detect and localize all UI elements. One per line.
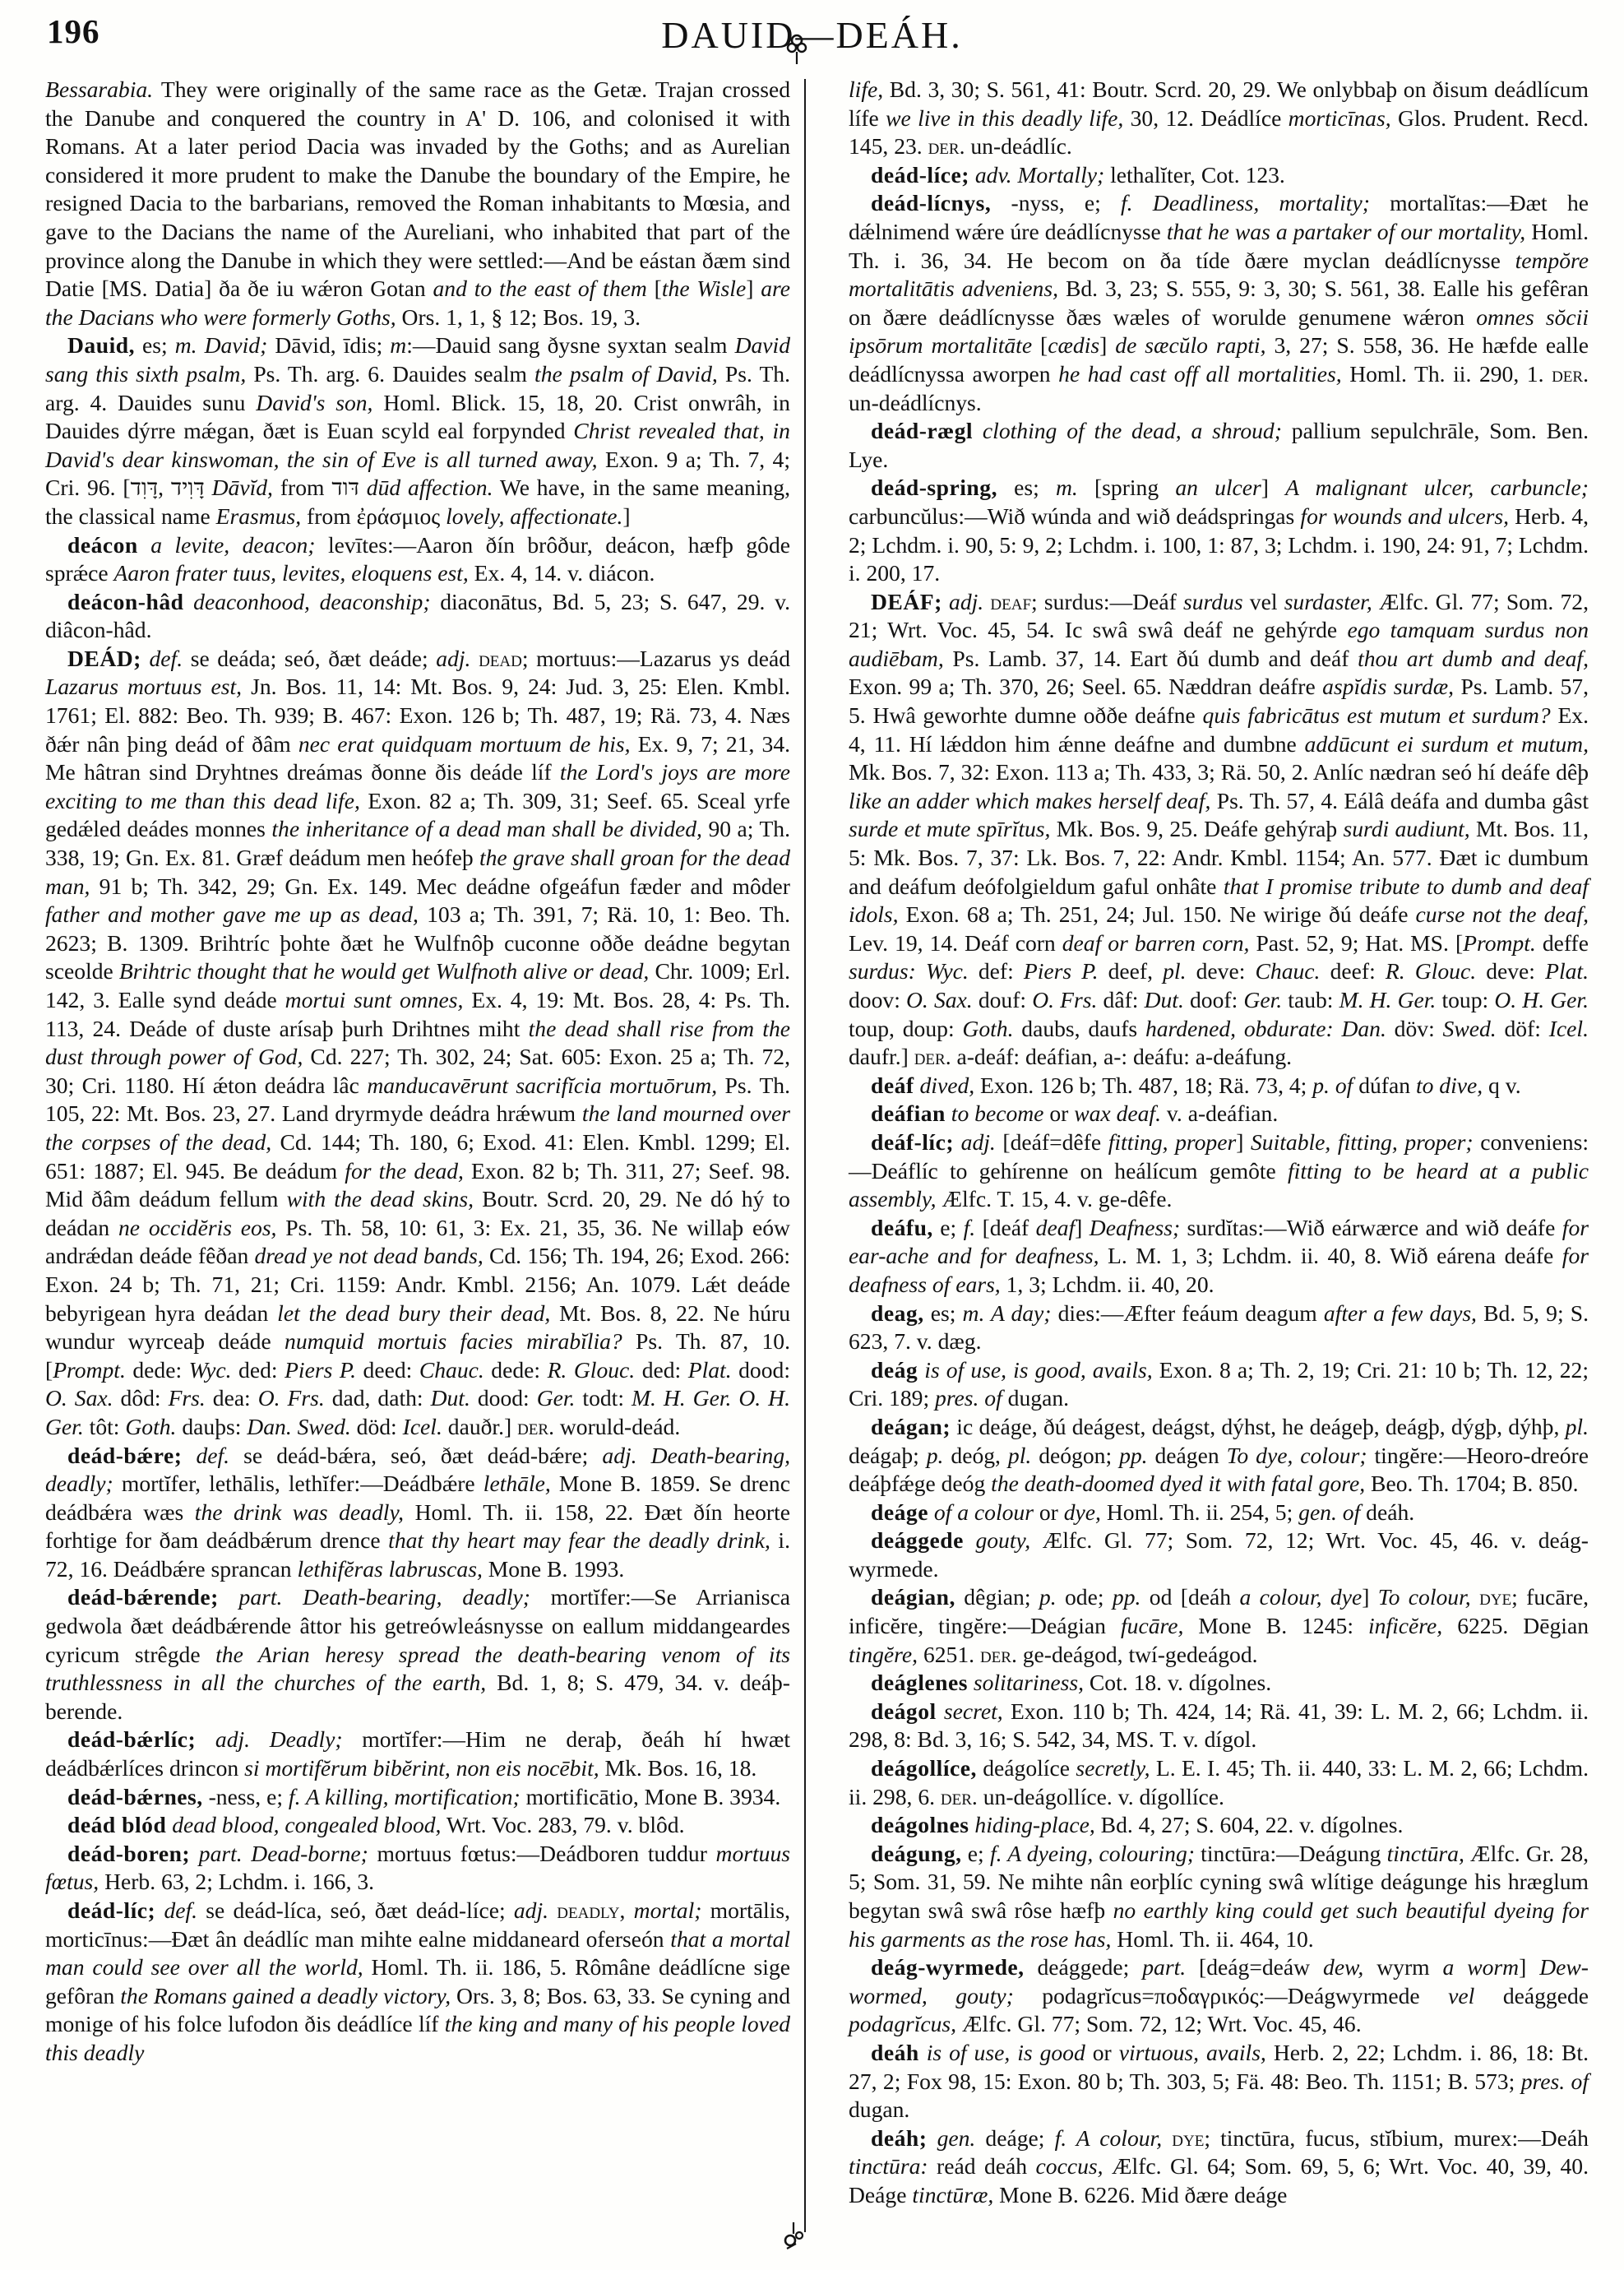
dictionary-entry: deád-lícnys, -nyss, e; f. Deadliness, mortality; mortalĭtas:—Ðæt he dǽlnimend wǽre úre deádlícnysse that he was a partaker of our mortality, Homl. Th. i. 36, 34. He becom on ða tíde ðære myclan deádlícnysse tempŏre mortalitātis adveniens, Bd. 3, 23; S. 555, 9: 3, 30; S. 561, 38. Ealle his gefêran on ðære deádlícnysse ðæs wæles of worulde genumene wǽron omnes sŏcii ipsōrum mortalitāte [cædis] de sæcŭlo rapti, 3, 27; S. 558, 36. He hæfde ealle deádlícnyssa aworpen he had cast off all mortalities, Homl. Th. ii. 290, 1. der. un-deádlícnys. — [849, 190, 1589, 415]
dictionary-entry: deáf dived, Exon. 126 b; Th. 487, 18; Rä. 73, 4; p. of dúfan to dive, q v. — [871, 1072, 1521, 1098]
dictionary-entry: deag, es; m. A day; dies:—Æfter feáum deagum after a few days, Bd. 5, 9; S. 623, 7. v. dæg. — [849, 1299, 1589, 1355]
printer-mark-bottom-icon — [780, 2222, 807, 2258]
dictionary-entry: life, Bd. 3, 30; S. 561, 41: Boutr. Scrd. 20, 29. We onlybbaþ on ðisum deádlícum lífe we live in this deadly life, 30, 12. Deádlíce morticīnas, Glos. Prudent. Recd. 145, 23. der. un-deádlíc. — [849, 76, 1589, 160]
page-number: 196 — [47, 12, 100, 50]
dictionary-entry: deád-bǽre; def. se deád-bǽra, seó, ðæt deád-bǽre; adj. Death-bearing, deadly; mortĭfer, lethālis, lethĭfer:—Deádbǽre lethāle, Mone B. 1859. Se drenc deádbǽra wæs the drink was deadly, Homl. Th. ii. 158, 22. Ðæt ðín heorte forhtige for ðam deádbǽrum drence that thy heart may fear the deadly drink, i. 72, 16. Deádbǽre sprancan lethifĕras labruscas, Mone B. 1993. — [45, 1442, 791, 1582]
dictionary-entry: deád-líce; adv. Mortally; lethalĭter, Cot. 123. — [871, 161, 1285, 188]
dictionary-entry: Dauid, es; m. David; Dāvid, īdis; m:—Dauid sang ðysne syxtan sealm David sang this sixth psalm, Ps. Th. arg. 6. Dauides sealm the psalm of David, Ps. Th. arg. 4. Dauides sunu David's son, Homl. Blick. 15, 18, 20. Crist onwrâh, in Dauides dýrre mǽgan, ðæt is Euan scyld eal forpynded Christ revealed that, in David's dear kinswoman, the sin of Eve is all turned away, Exon. 9 a; Th. 7, 4; Cri. 96. [דָּוִיד ,דָּוִד Dāvĭd, from דּוד dūd affection. We have, in the same meaning, the classical name Erasmus, from ἐράσμιος lovely, affectionate.] — [45, 332, 790, 529]
dictionary-entry: deád-spring, es; m. [spring an ulcer] A malignant ulcer, carbuncle; carbuncŭlus:—Wið wúnda and wið deádspringas for wounds and ulcers, Herb. 4, 2; Lchdm. i. 90, 5: 9, 2; Lchdm. i. 100, 1: 87, 3; Lchdm. i. 190, 24: 91, 7; Lchdm. i. 200, 17. — [849, 475, 1589, 586]
dictionary-entry: deág is of use, is good, avails, Exon. 8 a; Th. 2, 19; Cri. 21: 10 b; Th. 12, 22; Cri. 189; pres. of dugan. — [849, 1356, 1589, 1411]
dictionary-entry: DEÁD; def. se deáda; seó, ðæt deáde; adj. dead; mortuus:—Lazarus ys deád Lazarus mortuus est, Jn. Bos. 11, 14: Mt. Bos. 9, 24: Jud. 3, 25: Elen. Kmbl. 1761; El. 882: Beo. Th. 939; B. 467: Exon. 126 b; Th. 487, 19; Rä. 73, 4. Næs ðǽr nân þing deád of ðâm nec erat quidquam mortuum de his, Ex. 9, 7; 21, 34. Me hâtran sind Dryhtnes dreámas ðonne ðis deáde líf the Lord's joys are more exciting to me than this dead life, Exon. 82 a; Th. 309, 31; Seef. 65. Sceal yrfe gedǽled deádes monnes the inheritance of a dead man shall be divided, 90 a; Th. 338, 19; Gn. Ex. 81. Græf deádum men heófeþ the grave shall groan for the dead man, 91 b; Th. 342, 29; Gn. Ex. 149. Mec deádne ofgeáfun fæder and môder father and mother gave me up as dead, 103 a; Th. 391, 7; Rä. 10, 1: Beo. Th. 2623; B. 1309. Brihtríc þohte ðæt he Wulfnôþ cuconne oððe deádne begytan sceolde Brihtric thought that he would get Wulfnoth alive or dead, Chr. 1009; Erl. 142, 3. Ealle synd deáde mortui sunt omnes, Ex. 4, 19: Mt. Bos. 28, 4: Ps. Th. 113, 24. Deáde of duste arísaþ þurh Drihtnes miht the dead shall rise from the dust through power of God, Cd. 227; Th. 302, 24; Sat. 605: Exon. 25 a; Th. 72, 30; Cri. 1180. Hí ǽton deádra lâc manducavērunt sacrifĭcia mortuōrum, Ps. Th. 105, 22: Mt. Bos. 23, 27. Land dryrmyde deádra hrǽwum the land mourned over the corpses of the dead, Cd. 144; Th. 180, 6; Exod. 41: Elen. Kmbl. 1299; El. 651: 1887; El. 945. Be deádum for the dead, Exon. 82 b; Th. 311, 27; Seef. 98. Mid ðâm deádum fellum with the dead skins, Boutr. Scrd. 20, 29. Ne dó hý to deádan ne occidĕris eos, Ps. Th. 58, 10: 61, 3: Ex. 21, 35, 36. Ne willaþ eów andrǽdan deáde fêðan dread ye not dead bands, Cd. 156; Th. 194, 26; Exod. 266: Exon. 24 b; Th. 71, 21; Cri. 1159: Andr. Kmbl. 2156; An. 1079. Lǽt deáde bebyrigean hyra deádan let the dead bury their dead, Mt. Bos. 8, 22. Ne húru wundur wyrceaþ deáde numquid mortuis facies mirabĭlia? Ps. Th. 87, 10. [Prompt. dede: Wyc. ded: Piers P. deed: Chauc. dede: R. Glouc. ded: Plat. dood: O. Sax. dôd: Frs. dea: O. Frs. dad, dath: Dut. dood: Ger. todt: M. H. Ger. O. H. Ger. tôt: Goth. dauþs: Dan. Swed. död: Icel. dauðr.] der. woruld-deád. — [45, 645, 791, 1439]
dictionary-entry: deágolnes hiding-place, Bd. 4, 27; S. 604, 22. v. dígolnes. — [871, 1812, 1404, 1838]
dictionary-entry: deád-boren; part. Dead-borne; mortuus fœtus:—Deádboren tuddur mortuus fœtus, Herb. 63, 2; Lchdm. i. 166, 3. — [45, 1840, 791, 1895]
dictionary-entry: deáfian to become or wax deaf. v. a-deáfian. — [871, 1100, 1279, 1127]
dictionary-entry: deágian, dêgian; p. ode; pp. od [deáh a colour, dye] To colour, dye; fucāre, inficĕre, tingĕre:—Deágian fucāre, Mone B. 1245: inficĕre, 6225. Dēgian tingĕre, 6251. der. ge-deágod, twí-gedeágod. — [849, 1584, 1589, 1667]
column-divider-rule — [804, 79, 806, 2232]
dictionary-entry: deád-bǽrende; part. Death-bearing, deadly; mortĭfer:—Se Arrianisca gedwola ðæt deádbǽrende âttor his getreówleásnysse on eallum middangeardes cyricum strêgde the Arian heresy spread the death-bearing venom of its truthlessness in all the churches of the earth, Bd. 1, 8; S. 479, 34. v. deáþ-berende. — [45, 1584, 790, 1724]
dictionary-entry: deáge of a colour or dye, Homl. Th. ii. 254, 5; gen. of deáh. — [871, 1499, 1415, 1525]
right-column — [849, 76, 1589, 2210]
dictionary-entry: deád-rægl clothing of the dead, a shroud; pallium sepulchrāle, Som. Ben. Lye. — [849, 418, 1589, 472]
dictionary-entry: Bessarabia. They were originally of the same race as the Getæ. Trajan crossed the Danube and conquered the country in A' D. 106, and colonised it with Romans. At a later period Dacia was invaded by the Goths; and as Aurelian considered it more prudent to make the Danube the boundary of the Empire, he resigned Dacia to the barbarians, removed the Roman inhabitants to Mœsia, and gave to the Dacians the name of the Aureliani, who inhabited that part of the province along the Danube in which they were settled:—And be eástan ðæm sind Datie [MS. Datia] ða ðe iu wǽron Gotan and to the east of them [the Wisle] are the Dacians who were formerly Goths, Ors. 1, 1, § 12; Bos. 19, 3. — [45, 76, 790, 330]
running-title: DAUID—DEÁH. — [661, 14, 963, 56]
printer-mark-top-icon — [783, 33, 811, 70]
dictionary-entry: deágung, e; f. A dyeing, colouring; tinctūra:—Deágung tinctūra, Ælfc. Gr. 28, 5; Som. 31, 59. Ne mihte nân eorþlíc cyning swâ wlítige deágunge his hræglum begytan swâ swâ rôse hæfþ no earthly king could get such beautiful dyeing for his garments as the rose has, Homl. Th. ii. 464, 10. — [849, 1840, 1589, 1952]
dictionary-entry: deáf-líc; adj. [deáf=dêfe fitting, proper] Suitable, fitting, proper; conveniens:—Deáflíc to gehírenne on heálícum gemôte fitting to be heard at a public assembly, Ælfc. T. 15, 4. v. ge-dêfe. — [849, 1128, 1589, 1212]
dictionary-entry: DEÁF; adj. deaf; surdus:—Deáf surdus vel surdaster, Ælfc. Gl. 77; Som. 72, 21; Wrt. Voc. 45, 54. Ic swâ swâ deáf ne gehýrde ego tamquam surdus non audiēbam, Ps. Lamb. 37, 14. Eart ðú dumb and deáf thou art dumb and deaf, Exon. 99 a; Th. 370, 26; Seel. 65. Næddran deáfre aspĭdis surdæ, Ps. Lamb. 57, 5. Hwâ geworhte dumne oððe deáfne quis fabricātus est mutum et surdum? Ex. 4, 11. Hí lǽddon him ǽnne deáfne and dumbne addūcunt ei surdum et mutum, Mk. Bos. 7, 32: Exon. 113 a; Th. 433, 3; Rä. 50, 2. Anlíc nædran seó hí deáfe dêþ like an adder which makes herself deaf, Ps. Th. 57, 4. Eálâ deáfa and dumba gâst surde et mute spīrĭtus, Mk. Bos. 9, 25. Deáfe gehýraþ surdi audiunt, Mt. Bos. 11, 5: Mk. Bos. 7, 37: Lk. Bos. 7, 22: Andr. Kmbl. 1154; An. 577. Ðæt ic dumbum and deáfum deófolgieldum gaful onhâte that I promise tribute to dumb and deaf idols, Exon. 68 a; Th. 251, 24; Jul. 150. Ne wirige ðú deáfe curse not the deaf, Lev. 19, 14. Deáf corn deaf or barren corn, Past. 52, 9; Hat. MS. [Prompt. deffe surdus: Wyc. def: Piers P. deef, pl. deve: Chauc. deef: R. Glouc. deve: Plat. doov: O. Sax. douf: O. Frs. dâf: Dut. doof: Ger. taub: M. H. Ger. toup: O. H. Ger. toup, doup: Goth. daubs, daufs hardened, obdurate: Dan. döv: Swed. döf: Icel. daufr.] der. a-deáf: deáfian, a-: deáfu: a-deáfung. — [849, 588, 1589, 1070]
dictionary-entry: deáglenes solitariness, Cot. 18. v. dígolnes. — [871, 1670, 1272, 1696]
dictionary-entry: deácon a levite, deacon; levītes:—Aaron ðín brôður, deácon, hæfþ gôde sprǽce Aaron frater tuus, levites, eloquens est, Ex. 4, 14. v. diácon. — [45, 531, 790, 586]
dictionary-entry: deág-wyrmede, deággede; part. [deág=deáw dew, wyrm a worm] Dew-wormed, gouty; podagrĭcus=ποδαγρικός:—Deágwyrmede vel deággede podagrĭcus, Ælfc. Gl. 77; Som. 72, 12; Wrt. Voc. 45, 46. — [849, 1954, 1589, 2037]
dictionary-entry: deád-bǽrnes, -ness, e; f. A killing, mortification; mortificātio, Mone B. 3934. — [67, 1783, 781, 1809]
dictionary-entry: deágol secret, Exon. 110 b; Th. 424, 14; Rä. 41, 39: L. M. 2, 66; Lchdm. ii. 298, 8: Bd. 3, 16; S. 542, 34, MS. T. v. dígol. — [849, 1698, 1589, 1753]
dictionary-entry: deágan; ic deáge, ðú deágest, deágst, dýhst, he deágeþ, deágþ, dýgþ, dýhþ, pl. deágaþ; p. deóg, pl. deógon; pp. deágen To dye, colour; tingĕre:—Heoro-dreóre deáþfǽge deóg the death-doomed dyed it with fatal gore, Beo. Th. 1704; B. 850. — [849, 1413, 1589, 1497]
dictionary-entry: deágollíce, deágolíce secretly, L. E. I. 45; Th. ii. 440, 33: L. M. 2, 66; Lchdm. ii. 298, 6. der. un-deágollíce. v. dígollíce. — [849, 1755, 1589, 1809]
dictionary-entry: deáh; gen. deáge; f. A colour, dye; tinctūra, fucus, stĭbium, murex:—Deáh tinctūra: reád deáh coccus, Ælfc. Gl. 64; Som. 69, 5, 6; Wrt. Voc. 40, 39, 40. Deáge tinctūræ, Mone B. 6226. Mid ðære deáge — [849, 2124, 1589, 2207]
dictionary-entry: deád-bǽrlíc; adj. Deadly; mortĭfer:—Him ne deraþ, ðeáh hí hwæt deádbǽrlíces drincon si mortifĕrum bibĕrint, non eis nocēbit, Mk. Bos. 16, 18. — [45, 1726, 790, 1781]
dictionary-entry: deád blód dead blood, congealed blood, Wrt. Voc. 283, 79. v. blôd. — [67, 1812, 685, 1838]
dictionary-entry: deácon-hâd deaconhood, deaconship; diaconātus, Bd. 5, 23; S. 647, 29. v. diâcon-hâd. — [45, 588, 790, 643]
dictionary-entry: deáh is of use, is good or virtuous, avails, Herb. 2, 22; Lchdm. i. 86, 18: Bt. 27, 2; Fox 98, 15: Exon. 80 b; Th. 303, 5; Fä. 48: Beo. Th. 1151; B. 573; pres. of dugan. — [849, 2039, 1589, 2123]
left-column — [45, 76, 790, 2068]
dictionary-entry: deáfu, e; f. [deáf deaf] Deafness; surdĭtas:—Wið eárwærce and wið deáfe for ear-ache and for deafness, L. M. 1, 3; Lchdm. ii. 40, 8. Wið eárena deáfe for deafness of ears, 1, 3; Lchdm. ii. 40, 20. — [849, 1214, 1589, 1297]
dictionary-entry: deád-líc; def. se deád-líca, seó, ðæt deád-líce; adj. deadly, mortal; mortālis, morticīnus:—Ðæt ân deádlíc man mihte ealne middaneard oferseón that a mortal man could see over all the world, Homl. Th. ii. 186, 5. Rômâne deádlícne sige gefôran the Romans gained a deadly victory, Ors. 3, 8; Bos. 63, 33. Se cyning and monige of his folce lufodon ðis deádlíce líf the king and many of his people loved this deadly — [45, 1897, 791, 2065]
dictionary-entry: deággede gouty, Ælfc. Gl. 77; Som. 72, 12; Wrt. Voc. 45, 46. v. deág-wyrmede. — [849, 1527, 1589, 1582]
